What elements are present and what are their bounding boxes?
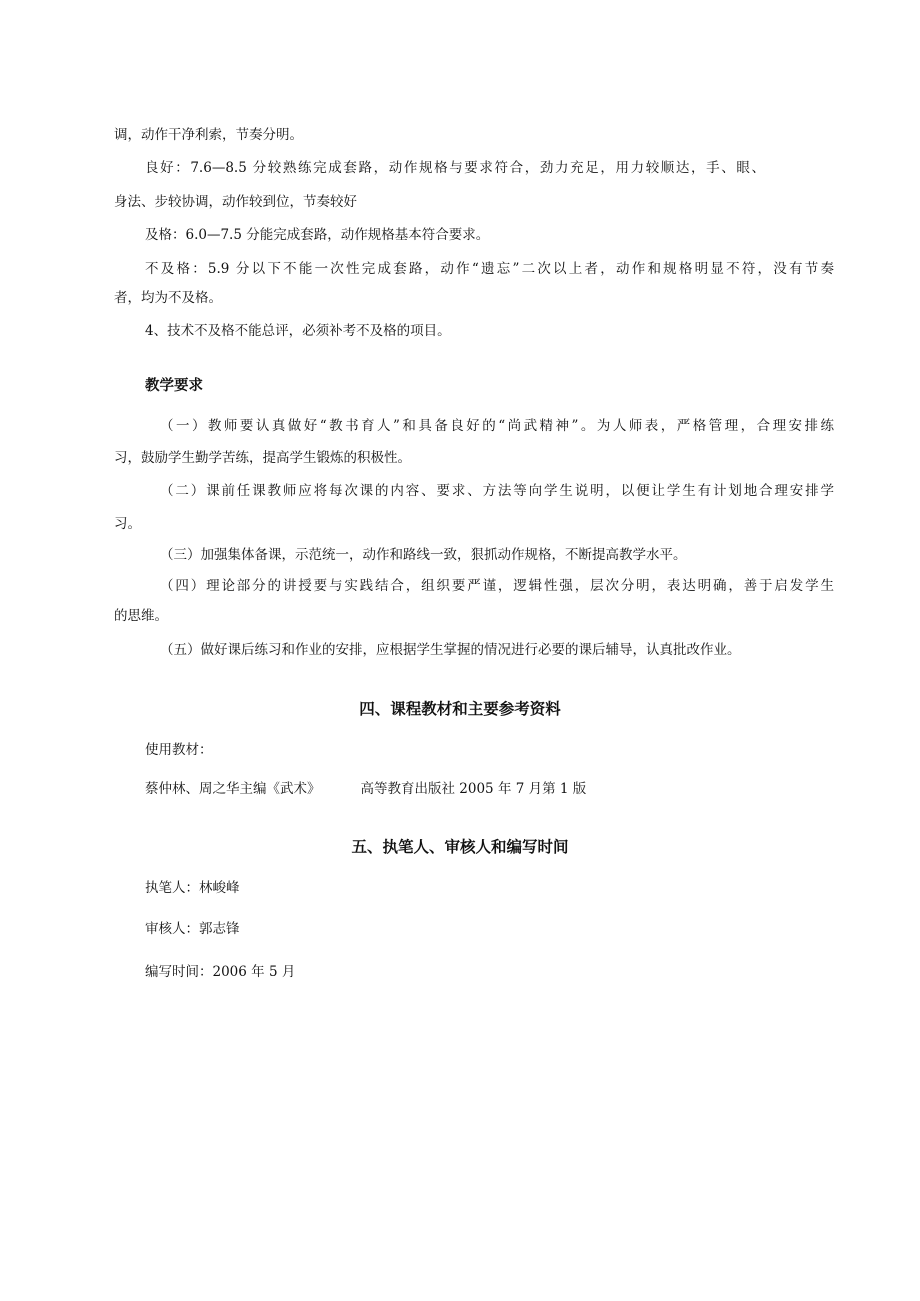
good-criteria-line-2: 身法、步较协调，动作较到位，节奏较好 <box>114 194 357 210</box>
teaching-item-2-line-1: （二）课前任课教师应将每次课的内容、要求、方法等向学生说明，以便让学生有计划地合理安排学 <box>160 483 834 499</box>
good-criteria-line-1: 良好：7.6—8.5 分较熟练完成套路，动作规格与要求符合，劲力充足，用力较顺达，手、眼、 <box>145 160 765 176</box>
textbook-publisher: 高等教育出版社 2005 年 7 月第 1 版 <box>360 781 587 797</box>
reviewer: 审核人：郭志锋 <box>145 921 240 937</box>
writer: 执笔人：林峻峰 <box>145 880 240 896</box>
teaching-item-1-line-2: 习，鼓励学生勤学苦练，提高学生锻炼的积极性。 <box>114 450 411 466</box>
teaching-requirements-title: 教学要求 <box>145 378 203 394</box>
note-4: 4、技术不及格不能总评，必须补考不及格的项目。 <box>145 323 451 339</box>
teaching-item-5: （五）做好课后练习和作业的安排，应根据学生掌握的情况进行必要的课后辅导，认真批改作业。 <box>160 642 741 658</box>
teaching-item-4-line-2: 的思维。 <box>114 608 168 624</box>
teaching-item-2-line-2: 习。 <box>114 516 141 532</box>
teaching-item-3: （三）加强集体备课，示范统一，动作和路线一致，狠抓动作规格，不断提高教学水平。 <box>160 547 687 563</box>
compile-date: 编写时间：2006 年 5 月 <box>145 964 296 980</box>
pass-criteria: 及格：6.0—7.5 分能完成套路，动作规格基本符合要求。 <box>145 227 490 243</box>
teaching-item-1-line-1: （一）教师要认真做好“教书育人”和具备良好的“尚武精神”。为人师表，严格管理，合理安排练 <box>160 418 834 434</box>
teaching-item-4-line-1: （四）理论部分的讲授要与实践结合，组织要严谨，逻辑性强，层次分明，表达明确，善于启发学生 <box>160 578 834 594</box>
textbook-label: 使用教材： <box>145 742 213 758</box>
section-5-title: 五、执笔人、审核人和编写时间 <box>351 838 569 856</box>
excellent-criteria-tail: 调，动作干净利索，节奏分明。 <box>114 127 303 143</box>
fail-criteria-line-2: 者，均为不及格。 <box>114 290 222 306</box>
section-4-title: 四、课程教材和主要参考资料 <box>359 700 561 718</box>
fail-criteria-line-1: 不及格：5.9 分以下不能一次性完成套路，动作“遗忘”二次以上者，动作和规格明显不符，没有节奏 <box>145 261 834 277</box>
textbook-title: 蔡仲林、周之华主编《武术》 <box>145 781 321 797</box>
textbook-entry <box>145 779 865 799</box>
